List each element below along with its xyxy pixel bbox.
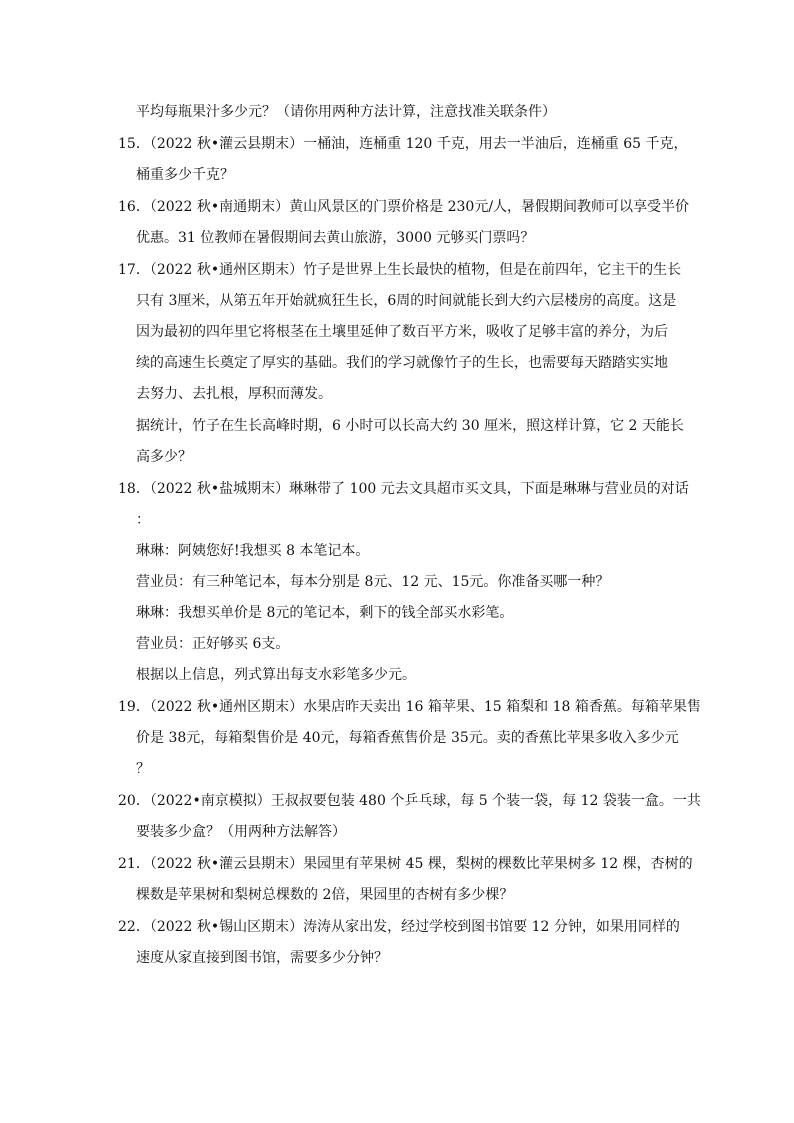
text-line: 根据以上信息，列式算出每支水彩笔多少元。 xyxy=(136,667,416,683)
dialogue-line: 营业员：有三种笔记本，每本分别是 8元、12 元、15元。你准备买哪一种？ xyxy=(136,574,610,590)
text-line: 去努力、去扎根，厚积而薄发。 xyxy=(136,386,332,402)
text-line: 价是 38元，每箱梨售价是 40元，每箱香蕉售价是 35元。卖的香蕉比苹果多收入多少元 xyxy=(136,730,679,746)
text-line: 优惠。31 位教师在暑假期间去黄山旅游，3000 元够买门票吗？ xyxy=(136,230,535,246)
question-20-line: 20．（2022•南京模拟）王叔叔要包装 480 个乒乓球，每 5 个装一袋，每 12 袋装一盒。一共 xyxy=(118,793,701,809)
text-line: 因为最初的四年里它将根茎在土壤里延伸了数百平方米，吸收了足够丰富的养分，为后 xyxy=(136,324,668,340)
text-line: 棵数是苹果树和梨树总棵数的 2倍，果园里的杏树有多少棵？ xyxy=(136,887,514,903)
text-line: 高多少？ xyxy=(136,449,192,465)
question-15-line: 15．（2022 秋•灌云县期末）一桶油，连桶重 120 千克，用去一半油后，连桶重 65 千克， xyxy=(118,136,688,152)
question-21-line: 21．（2022 秋•灌云县期末）果园里有苹果树 45 棵，梨树的棵数比苹果树多 12 棵，杏树的 xyxy=(118,856,693,872)
text-line: ？ xyxy=(136,761,150,777)
dialogue-line: 营业员：正好够买 6支。 xyxy=(136,636,290,652)
question-16-line: 16．（2022 秋•南通期末）黄山风景区的门票价格是 230元/人，暑假期间教师可以享受半价 xyxy=(118,199,690,215)
text-line: 据统计，竹子在生长高峰时期，6 小时可以长高大约 30 厘米，照这样计算，它 2 天能长 xyxy=(136,418,684,434)
dialogue-line: 琳琳：阿姨您好!我想买 8 本笔记本。 xyxy=(136,543,370,559)
text-line: 速度从家直接到图书馆，需要多少分钟？ xyxy=(136,950,388,966)
question-17-line: 17．（2022 秋•通州区期末）竹子是世界上生长最快的植物，但是在前四年，它主干的生长 xyxy=(118,262,682,278)
text-line: 桶重多少千克？ xyxy=(136,167,234,183)
text-line: 只有 3厘米，从第五年开始就疯狂生长，6周的时间就能长到大约六层楼房的高度。这是 xyxy=(136,293,677,309)
text-line: ： xyxy=(136,512,150,528)
dialogue-line: 琳琳：我想买单价是 8元的笔记本，剩下的钱全部买水彩笔。 xyxy=(136,605,514,621)
text-line: 要装多少盒？（用两种方法解答） xyxy=(136,824,346,840)
question-22-line: 22．（2022 秋•锡山区期末）涛涛从家出发，经过学校到图书馆要 12 分钟，如果用同样的 xyxy=(118,919,680,935)
text-line: 续的高速生长奠定了厚实的基础。我们的学习就像竹子的生长，也需要每天踏踏实实地 xyxy=(136,355,668,371)
text-line: 平均每瓶果汁多少元？（请你用两种方法计算，注意找准关联条件） xyxy=(136,104,556,120)
question-18-line: 18．（2022 秋•盐城期末）琳琳带了 100 元去文具超市买文具，下面是琳琳与营业员的对话 xyxy=(118,481,689,497)
question-19-line: 19．（2022 秋•通州区期末）水果店昨天卖出 16 箱苹果、15 箱梨和 18 箱香蕉。每箱苹果售 xyxy=(118,699,701,715)
